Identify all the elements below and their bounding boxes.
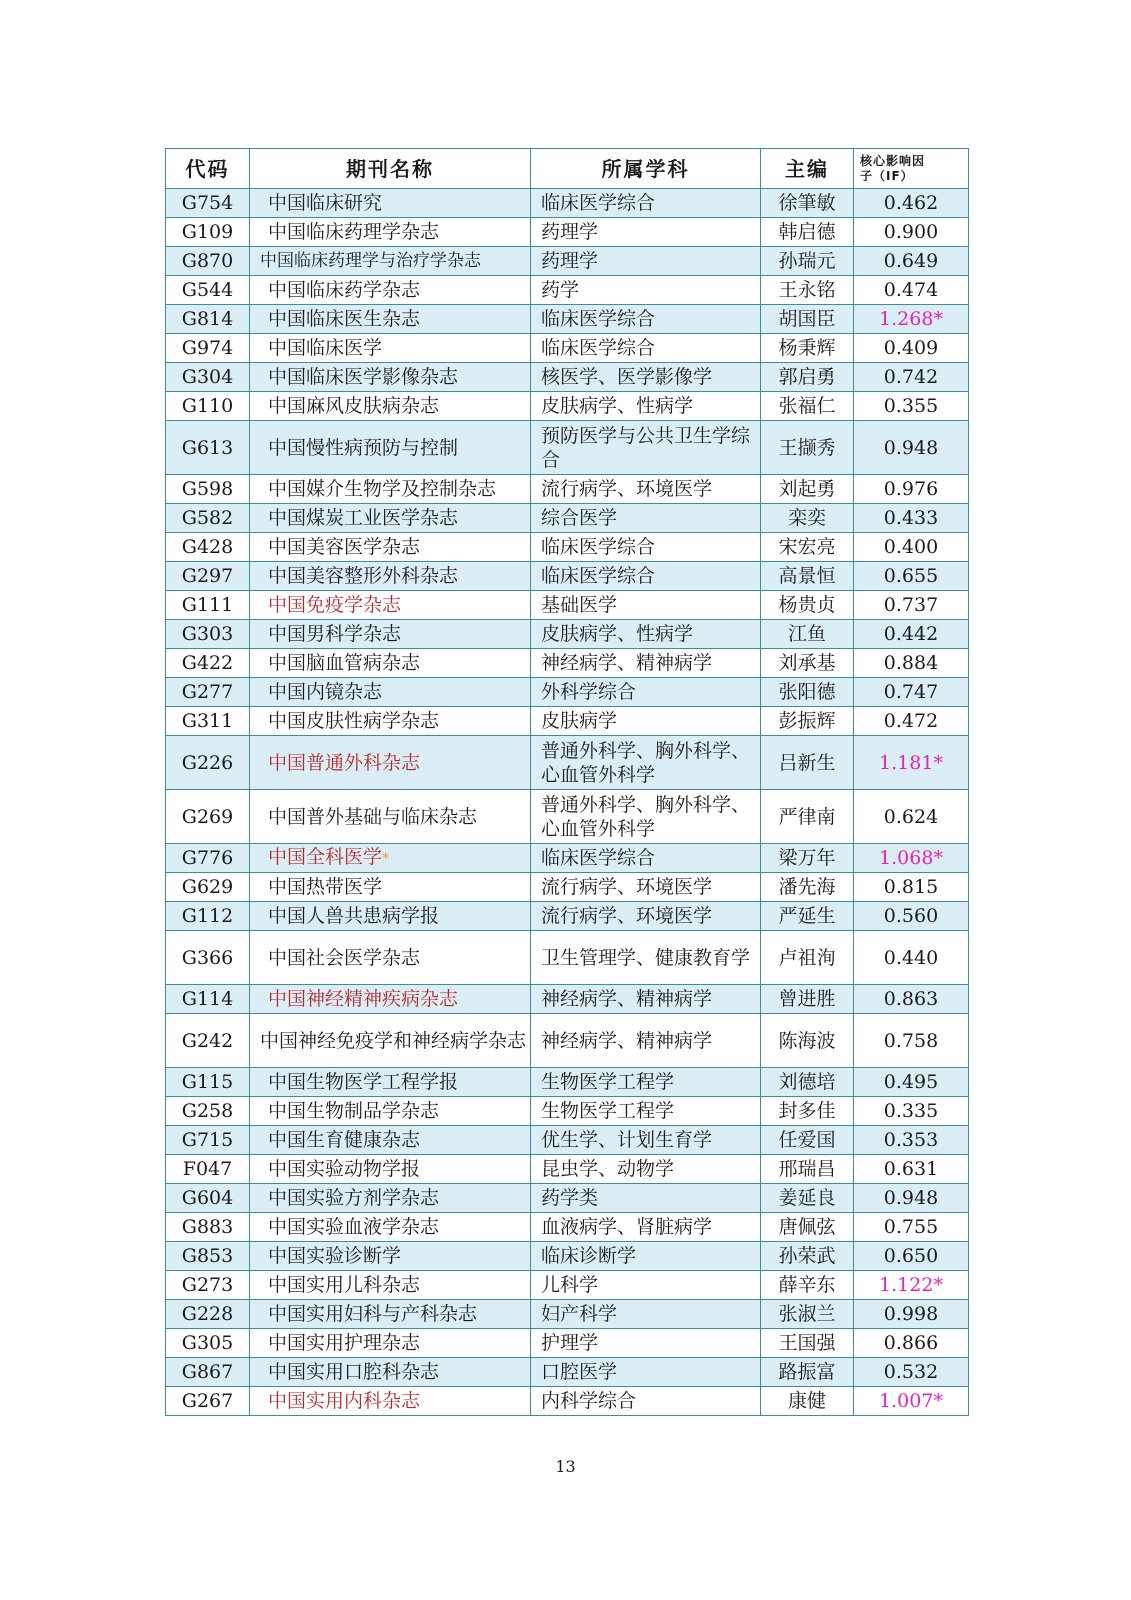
cell-impact-factor: 0.433 [854,504,969,533]
cell-subject: 基础医学 [531,591,761,620]
cell-subject: 临床医学综合 [531,533,761,562]
table-row [166,1387,969,1416]
journal-name-text: 中国内镜杂志 [268,681,383,703]
cell-impact-factor: 0.747 [854,678,969,707]
cell-code: G715 [166,1126,250,1155]
cell-code: G544 [166,276,250,305]
cell-editor: 孙荣武 [761,1242,854,1271]
cell-impact-factor: 1.068* [854,844,969,873]
table-row [166,1213,969,1242]
cell-code: G258 [166,1097,250,1126]
journal-name-text: 中国实用护理杂志 [268,1332,421,1354]
table-row [166,475,969,504]
cell-impact-factor: 0.409 [854,334,969,363]
cell-code: G303 [166,620,250,649]
table-row [166,1097,969,1126]
cell-journal-name [250,504,531,533]
cell-journal-name [250,1126,531,1155]
table-row [166,931,969,985]
cell-journal-name [250,1242,531,1271]
cell-code: G604 [166,1184,250,1213]
cell-subject: 卫生管理学、健康教育学 [531,931,761,985]
cell-subject: 综合医学 [531,504,761,533]
cell-editor: 潘先海 [761,873,854,902]
cell-code: G754 [166,189,250,218]
cell-impact-factor: 0.755 [854,1213,969,1242]
cell-code: G629 [166,873,250,902]
cell-editor: 刘承基 [761,649,854,678]
cell-subject: 口腔医学 [531,1358,761,1387]
table-row [166,276,969,305]
cell-code: G114 [166,985,250,1014]
cell-editor: 陈海波 [761,1014,854,1068]
journal-name-text: 中国实验方剂学杂志 [268,1187,440,1209]
cell-editor: 王永铭 [761,276,854,305]
cell-impact-factor: 0.900 [854,218,969,247]
table-row [166,1155,969,1184]
journal-name-text: 中国生物制品学杂志 [268,1100,440,1122]
cell-editor: 吕新生 [761,736,854,790]
cell-journal-name [250,931,531,985]
cell-journal-name [250,1097,531,1126]
journal-name-text: 中国神经免疫学和神经病学杂志 [260,1029,527,1052]
cell-impact-factor: 0.737 [854,591,969,620]
journal-name-text: 中国实用儿科杂志 [268,1274,421,1296]
cell-code: G867 [166,1358,250,1387]
cell-journal-name [250,305,531,334]
table-row [166,305,969,334]
cell-journal-name [250,985,531,1014]
journal-name-text: 中国慢性病预防与控制 [268,436,459,459]
table-row [166,533,969,562]
cell-journal-name [250,844,531,873]
cell-editor: 韩启德 [761,218,854,247]
journal-name-text: 中国脑血管病杂志 [268,652,421,674]
cell-code: G273 [166,1271,250,1300]
cell-code: G228 [166,1300,250,1329]
cell-impact-factor: 1.122* [854,1271,969,1300]
cell-code: G277 [166,678,250,707]
cell-subject: 普通外科学、胸外科学、心血管外科学 [531,790,761,844]
cell-subject: 皮肤病学 [531,707,761,736]
cell-journal-name [250,1213,531,1242]
table-row [166,902,969,931]
cell-editor: 严律南 [761,790,854,844]
cell-editor: 栾奕 [761,504,854,533]
cell-journal-name [250,533,531,562]
cell-subject: 流行病学、环境医学 [531,902,761,931]
cell-code: G267 [166,1387,250,1416]
cell-journal-name [250,1329,531,1358]
table-row [166,1068,969,1097]
header-if-line1: 核心影响因 [860,153,926,168]
header-editor: 主编 [761,149,854,189]
cell-editor: 高景恒 [761,562,854,591]
cell-impact-factor: 0.624 [854,790,969,844]
journal-name-text: 中国临床医学 [268,337,383,359]
cell-editor: 胡国臣 [761,305,854,334]
table-row [166,649,969,678]
cell-code: G110 [166,392,250,421]
header-if-line2: 子（IF） [860,168,914,183]
table-row [166,1329,969,1358]
cell-journal-name [250,591,531,620]
cell-subject: 临床医学综合 [531,844,761,873]
table-row [166,218,969,247]
cell-impact-factor: 0.948 [854,421,969,475]
cell-subject: 药学 [531,276,761,305]
cell-journal-name [250,1387,531,1416]
cell-impact-factor: 0.948 [854,1184,969,1213]
cell-subject: 血液病学、肾脏病学 [531,1213,761,1242]
cell-editor: 路振富 [761,1358,854,1387]
cell-subject: 药学类 [531,1184,761,1213]
cell-impact-factor: 0.650 [854,1242,969,1271]
header-subject: 所属学科 [531,149,761,189]
cell-editor: 薛辛东 [761,1271,854,1300]
cell-journal-name [250,1271,531,1300]
table-row [166,189,969,218]
cell-code: G242 [166,1014,250,1068]
cell-editor: 江鱼 [761,620,854,649]
cell-impact-factor: 0.976 [854,475,969,504]
cell-editor: 刘德培 [761,1068,854,1097]
cell-code: G598 [166,475,250,504]
cell-subject: 内科学综合 [531,1387,761,1416]
cell-editor: 杨秉辉 [761,334,854,363]
journal-name-text: 中国实用口腔科杂志 [268,1361,440,1383]
cell-editor: 曾进胜 [761,985,854,1014]
cell-code: G112 [166,902,250,931]
cell-subject: 临床医学综合 [531,189,761,218]
cell-journal-name [250,1300,531,1329]
cell-impact-factor: 0.815 [854,873,969,902]
table-row [166,1184,969,1213]
page-number: 13 [555,1457,576,1476]
cell-journal-name [250,902,531,931]
cell-journal-name [250,363,531,392]
cell-subject: 临床医学综合 [531,305,761,334]
cell-impact-factor: 0.355 [854,392,969,421]
journal-name-text: 中国普外基础与临床杂志 [268,805,478,828]
cell-code: F047 [166,1155,250,1184]
cell-impact-factor: 0.442 [854,620,969,649]
cell-code: G974 [166,334,250,363]
cell-impact-factor: 0.462 [854,189,969,218]
table-row [166,844,969,873]
cell-journal-name [250,247,531,276]
cell-journal-name [250,475,531,504]
table-row [166,591,969,620]
cell-journal-name [250,392,531,421]
cell-impact-factor: 0.655 [854,562,969,591]
table-row [166,247,969,276]
cell-subject: 皮肤病学、性病学 [531,620,761,649]
cell-code: G870 [166,247,250,276]
cell-impact-factor: 0.866 [854,1329,969,1358]
cell-subject: 预防医学与公共卫生学综合 [531,421,761,475]
cell-journal-name [250,276,531,305]
table-row [166,1271,969,1300]
table-row [166,736,969,790]
journal-name-text: 中国麻风皮肤病杂志 [268,395,440,417]
journal-name-text: 中国临床医学影像杂志 [268,366,459,388]
cell-journal-name [250,189,531,218]
cell-code: G853 [166,1242,250,1271]
cell-journal-name [250,1358,531,1387]
cell-code: G428 [166,533,250,562]
cell-editor: 唐佩弦 [761,1213,854,1242]
journal-name-text: 中国临床药理学与治疗学杂志 [260,251,481,271]
cell-editor: 严延生 [761,902,854,931]
table-row [166,363,969,392]
cell-code: G582 [166,504,250,533]
cell-code: G883 [166,1213,250,1242]
cell-code: G613 [166,421,250,475]
cell-editor: 张福仁 [761,392,854,421]
table-row [166,707,969,736]
table-row [166,620,969,649]
cell-code: G111 [166,591,250,620]
journal-name-text: 中国生物医学工程学报 [268,1071,459,1093]
cell-impact-factor: 0.631 [854,1155,969,1184]
cell-journal-name [250,736,531,790]
cell-impact-factor: 0.884 [854,649,969,678]
cell-subject: 流行病学、环境医学 [531,873,761,902]
cell-subject: 核医学、医学影像学 [531,363,761,392]
cell-code: G814 [166,305,250,334]
cell-editor: 郭启勇 [761,363,854,392]
cell-journal-name [250,334,531,363]
journal-name-text: 中国皮肤性病学杂志 [268,710,440,732]
cell-impact-factor: 0.400 [854,533,969,562]
cell-editor: 张淑兰 [761,1300,854,1329]
cell-subject: 昆虫学、动物学 [531,1155,761,1184]
table-row [166,1300,969,1329]
cell-subject: 药理学 [531,247,761,276]
cell-impact-factor: 1.181* [854,736,969,790]
journal-name-text: 中国男科学杂志 [268,623,402,645]
cell-code: G226 [166,736,250,790]
journal-name-text: 中国实验动物学报 [268,1158,421,1180]
table-row [166,1358,969,1387]
cell-impact-factor: 1.268* [854,305,969,334]
journal-name-text: 中国社会医学杂志 [268,946,421,969]
journal-name-text: 中国美容整形外科杂志 [268,565,459,587]
journal-name-text: 中国临床研究 [268,192,383,214]
journal-name-text: 中国实用内科杂志 [268,1390,421,1412]
cell-journal-name [250,707,531,736]
cell-impact-factor: 0.742 [854,363,969,392]
cell-editor: 梁万年 [761,844,854,873]
cell-impact-factor: 0.474 [854,276,969,305]
journal-name-text: 中国全科医学 [268,846,383,868]
journal-name-text: 中国实验血液学杂志 [268,1216,440,1238]
cell-code: G115 [166,1068,250,1097]
cell-editor: 杨贵贞 [761,591,854,620]
journal-name-text: 中国热带医学 [268,876,383,898]
cell-journal-name [250,421,531,475]
cell-impact-factor: 0.495 [854,1068,969,1097]
cell-impact-factor: 0.758 [854,1014,969,1068]
cell-impact-factor: 0.863 [854,985,969,1014]
cell-journal-name [250,790,531,844]
cell-editor: 邢瑞昌 [761,1155,854,1184]
cell-impact-factor: 0.560 [854,902,969,931]
cell-subject: 药理学 [531,218,761,247]
cell-impact-factor: 0.998 [854,1300,969,1329]
journal-name-text: 中国神经精神疾病杂志 [268,988,459,1010]
cell-editor: 姜延良 [761,1184,854,1213]
header-code: 代码 [166,149,250,189]
cell-impact-factor: 0.472 [854,707,969,736]
cell-journal-name [250,1155,531,1184]
cell-subject: 临床医学综合 [531,562,761,591]
cell-journal-name [250,620,531,649]
table-header-row [166,149,969,189]
cell-subject: 外科学综合 [531,678,761,707]
cell-subject: 流行病学、环境医学 [531,475,761,504]
cell-subject: 临床诊断学 [531,1242,761,1271]
cell-subject: 生物医学工程学 [531,1097,761,1126]
cell-impact-factor: 0.440 [854,931,969,985]
table-row [166,678,969,707]
cell-impact-factor: 1.007* [854,1387,969,1416]
cell-impact-factor: 0.532 [854,1358,969,1387]
cell-editor: 康健 [761,1387,854,1416]
cell-impact-factor: 0.649 [854,247,969,276]
cell-subject: 神经病学、精神病学 [531,1014,761,1068]
table-row [166,421,969,475]
cell-journal-name [250,218,531,247]
journal-name-text: 中国实验诊断学 [268,1245,402,1267]
journal-name-text: 中国普通外科杂志 [268,751,421,774]
cell-subject: 儿科学 [531,1271,761,1300]
cell-subject: 皮肤病学、性病学 [531,392,761,421]
table-row [166,504,969,533]
journal-name-mark: * [382,851,390,867]
cell-subject: 护理学 [531,1329,761,1358]
cell-editor: 宋宏亮 [761,533,854,562]
cell-editor: 王国强 [761,1329,854,1358]
journal-name-text: 中国人兽共患病学报 [268,905,440,927]
cell-code: G305 [166,1329,250,1358]
cell-code: G269 [166,790,250,844]
cell-journal-name [250,649,531,678]
cell-editor: 卢祖洵 [761,931,854,985]
table-row [166,873,969,902]
cell-code: G304 [166,363,250,392]
header-name: 期刊名称 [250,149,531,189]
table-row [166,1014,969,1068]
cell-editor: 徐筆敏 [761,189,854,218]
cell-journal-name [250,1014,531,1068]
table-row [166,334,969,363]
journal-name-text: 中国媒介生物学及控制杂志 [268,478,497,500]
journal-name-text: 中国临床医生杂志 [268,308,421,330]
table-row [166,985,969,1014]
cell-code: G297 [166,562,250,591]
cell-code: G109 [166,218,250,247]
table-row [166,562,969,591]
cell-journal-name [250,1184,531,1213]
cell-editor: 刘起勇 [761,475,854,504]
cell-subject: 神经病学、精神病学 [531,985,761,1014]
journal-name-text: 中国临床药学杂志 [268,279,421,301]
cell-code: G776 [166,844,250,873]
cell-subject: 临床医学综合 [531,334,761,363]
cell-editor: 孙瑞元 [761,247,854,276]
cell-code: G366 [166,931,250,985]
cell-impact-factor: 0.353 [854,1126,969,1155]
table-row [166,790,969,844]
table-row [166,1242,969,1271]
cell-journal-name [250,562,531,591]
cell-subject: 优生学、计划生育学 [531,1126,761,1155]
journal-table [165,148,969,1416]
cell-editor: 封多佳 [761,1097,854,1126]
header-if [854,149,969,189]
cell-editor: 张阳德 [761,678,854,707]
cell-editor: 王撷秀 [761,421,854,475]
journal-name-text: 中国免疫学杂志 [268,594,402,616]
table-row [166,392,969,421]
journal-name-text: 中国实用妇科与产科杂志 [268,1303,478,1325]
cell-editor: 彭振辉 [761,707,854,736]
cell-subject: 神经病学、精神病学 [531,649,761,678]
cell-code: G422 [166,649,250,678]
cell-journal-name [250,873,531,902]
cell-journal-name [250,1068,531,1097]
journal-name-text: 中国生育健康杂志 [268,1129,421,1151]
cell-subject: 生物医学工程学 [531,1068,761,1097]
journal-name-text: 中国煤炭工业医学杂志 [268,507,459,529]
cell-subject: 妇产科学 [531,1300,761,1329]
cell-impact-factor: 0.335 [854,1097,969,1126]
cell-editor: 任爱国 [761,1126,854,1155]
journal-name-text: 中国临床药理学杂志 [268,221,440,243]
cell-code: G311 [166,707,250,736]
journal-name-text: 中国美容医学杂志 [268,536,421,558]
cell-subject: 普通外科学、胸外科学、心血管外科学 [531,736,761,790]
cell-journal-name [250,678,531,707]
table-row [166,1126,969,1155]
